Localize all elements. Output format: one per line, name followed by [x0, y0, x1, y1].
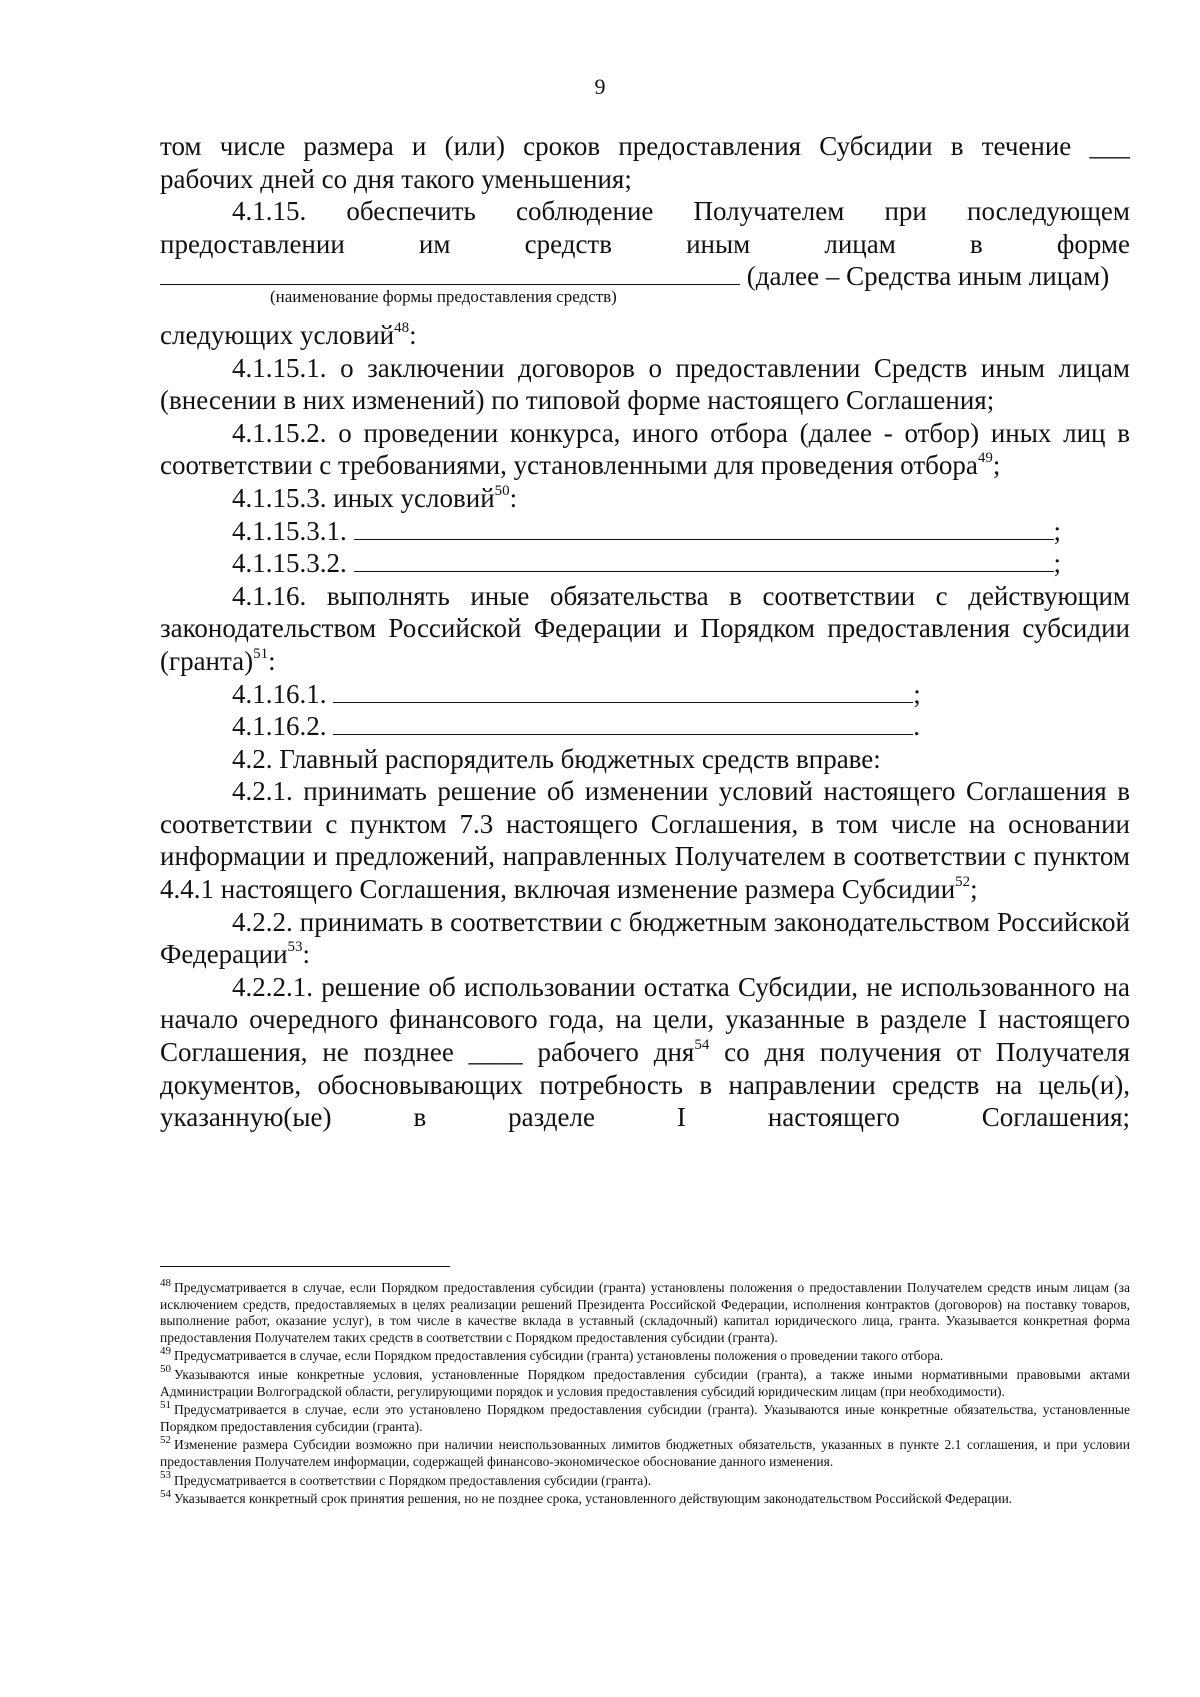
footnote-ref-50[interactable]: 50: [494, 482, 510, 499]
footnote-num: 53: [160, 1469, 171, 1482]
paragraph-4-1-16-1-num: 4.1.16.1.: [232, 678, 327, 709]
footnote-text: Указывается конкретный срок принятия решения, но не позднее срока, установленного действующим законодательством Российской Федерации.: [174, 1491, 1013, 1507]
footnote-48: [160, 1276, 1130, 1346]
paragraph-4-1-15-b: предоставлении им средств иным лицам в форме: [160, 228, 1130, 259]
paragraph-4-2-2: 4.2.2. принимать в соответствии с бюджетным законодательством Российской Федерации$^{53}$:: [160, 906, 1130, 970]
paragraph-4-1-15-d: следующих условий$^{48}$:: [160, 319, 417, 350]
paragraph-4-2-2-1: [160, 971, 1130, 1134]
footnote-ref-52[interactable]: 52: [955, 874, 971, 891]
paragraph-4-1-15-3-2: 4.1.15.3.2. ;: [232, 548, 1062, 579]
footnote-ref-49[interactable]: 49: [977, 450, 993, 467]
fill-blank-line: [354, 549, 1054, 572]
footnote-text: Предусматривается в случае, если Порядком предоставления субсидии (гранта) установлены положения о проведении такого отбора.: [174, 1348, 944, 1364]
paragraph-4-1-15-3: 4.1.15.3. иных условий$^{50}$:: [232, 482, 518, 513]
paragraph-4-1-15-a: 4.1.15. обеспечить соблюдение Получателем при последующем: [232, 196, 1130, 227]
paragraph-l2: рабочих дней со дня такого уменьшения;: [160, 163, 632, 194]
footnote-ref-51[interactable]: 51: [253, 645, 269, 662]
footnote-50: [160, 1363, 1130, 1400]
fill-blank-line: [333, 712, 913, 735]
paragraph-4-1-16-text: 4.1.16. выполнять иные обязательства в соответствии с действующим законодательством Российской Федерации и Порядком предоставления субсидии (гранта): [160, 580, 1130, 676]
paragraph-4-1-15-3-1-num: 4.1.15.3.1.: [232, 515, 347, 546]
document-body: [160, 130, 1130, 1134]
footnote-num: 50: [160, 1363, 171, 1376]
footnote-52: [160, 1433, 1130, 1470]
paragraph-4-1-16-2: 4.1.16.2. .: [232, 711, 920, 742]
paragraph-4-1-15-3-2-num: 4.1.15.3.2.: [232, 548, 347, 579]
paragraph-4-2-2-1-text-b: со дня получения от Получателя документов, обосновывающих потребность в направлении средств на цель(и), указанную(ые) в разделе I настоящего Соглашения;: [160, 1037, 1131, 1133]
footnote-text: Предусматривается в соответствии с Порядком предоставления субсидии (гранта).: [174, 1472, 652, 1488]
paragraph-4-1-16-2-num: 4.1.16.2.: [232, 711, 327, 742]
paragraph-4-2: 4.2. Главный распорядитель бюджетных средств вправе:: [232, 743, 881, 774]
fill-blank-line: [333, 680, 913, 703]
form-blank-line: [160, 262, 740, 285]
paragraph-4-1-15-3-text: 4.1.15.3. иных условий: [232, 482, 495, 513]
footnote-ref-48[interactable]: 48: [394, 319, 410, 336]
paragraph-4-1-15-2: 4.1.15.2. о проведении конкурса, иного отбора (далее - отбор) иных лиц в соответствии с требованиями, установленными для проведения отбора$^{49}$;: [160, 417, 1130, 481]
paragraph-4-2-1-text: 4.2.1. принимать решение об изменении условий настоящего Соглашения в соответствии с пунктом 7.3 настоящего Соглашения, в том числе на основании информации и предложений, направленных Получателем в соответствии с пунктом 4.4.1 настоящего Соглашения, включая изменение размера Субсидии: [160, 776, 1130, 905]
paragraph-4-1-16: 4.1.16. выполнять иные обязательства в соответствии с действующим законодательством Российской Федерации и Порядком предоставления субсидии (гранта)$^{51}$:: [160, 580, 1130, 676]
footnote-49: [160, 1344, 1130, 1365]
paragraph-l1: том числе размера и (или) сроков предоставления Субсидии в течение ___: [160, 131, 1130, 161]
footnote-ref-53[interactable]: 53: [287, 939, 303, 956]
footnote-51: [160, 1398, 1130, 1435]
paragraph-4-1-15-d-text: следующих условий: [160, 319, 395, 350]
footnotes: [160, 1276, 1130, 1510]
paragraph-4-2-2-text: 4.2.2. принимать в соответствии с бюджетным законодательством Российской Федерации: [160, 906, 1130, 970]
footnote-ref-54[interactable]: 54: [694, 1037, 710, 1054]
footnote-num: 51: [160, 1398, 171, 1411]
paragraph-4-2-2-1-text-a: 4.2.2.1. решение об использовании остатка Субсидии, не использованного на начало очередного финансового года, на цели, указанные в разделе I настоящего Соглашения, не позднее ____ рабочего дня: [160, 971, 1130, 1068]
blank-caption: (наименование формы предоставления средств): [270, 286, 617, 306]
paragraph-4-1-15-c-tail: (далее – Средства иным лицам): [746, 261, 1110, 292]
paragraph-4-1-16-1: 4.1.16.1. ;: [232, 678, 921, 709]
footnote-53: [160, 1469, 1130, 1490]
paragraph-4-1-15-2-text: 4.1.15.2. о проведении конкурса, иного отбора (далее - отбор) иных лиц в соответствии с требованиями, установленными для проведения отбора: [160, 417, 1130, 481]
paragraph-4-1-15-3-1: 4.1.15.3.1. ;: [232, 515, 1062, 546]
paragraph-4-1-15-1: 4.1.15.1. о заключении договоров о предоставлении Средств иным лицам (внесении в них изменений) по типовой форме настоящего Соглашения;: [160, 352, 1130, 416]
footnote-num: 49: [160, 1344, 171, 1357]
footnote-54: [160, 1487, 1130, 1508]
caption-row: [160, 286, 1130, 325]
footnote-num: 52: [160, 1433, 171, 1446]
footnote-text: Предусматривается в случае, если это установлено Порядком предоставления субсидии (гранта). Указываются иные конкретные обязательства, установленные Порядком предоставления субсидии (гранта).: [160, 1402, 1130, 1434]
footnote-num: 48: [160, 1276, 171, 1289]
footnote-text: Изменение размера Субсидии возможно при наличии неиспользованных лимитов бюджетных обязательств, указанных в пункте 2.1 соглашения, и при условии предоставления Получателем информации, содержащей финансово-экономическое обоснование данного изменения.: [160, 1437, 1130, 1469]
footnote-separator: [160, 1266, 450, 1267]
footnote-num: 54: [160, 1487, 171, 1500]
fill-blank-line: [354, 517, 1054, 540]
footnote-text: Указываются иные конкретные условия, установленные Порядком предоставления субсидии (гранта), а также иными нормативными правовыми актами Администрации Волгоградской области, регулирующими порядок и условия предоставления субсидий юридическим лицам (при необходимости).: [160, 1366, 1130, 1399]
page-number: 9: [594, 74, 606, 99]
paragraph-4-2-1: 4.2.1. принимать решение об изменении условий настоящего Соглашения в соответствии с пунктом 7.3 настоящего Соглашения, в том числе на основании информации и предложений, направленных Получателем в соответствии с пунктом 4.4.1 настоящего Соглашения, включая изменение размера Субсидии$^{52}$;: [160, 776, 1130, 905]
footnote-text: Предусматривается в случае, если Порядком предоставления субсидии (гранта) установлены положения о предоставлении Получателем средств иным лицам (за исключением средств, предоставляемых в целях реализации решений Президента Российской Федерации, исполнения контрактов (договоров) на поставку товаров, выполнение работ, оказание услуг), в том числе в качестве вклада в уставный (складочный) капитал юридического лица, гранта. Указывается конкретная форма предоставления Получателем таких средств в соответствии с Порядком предоставления субсидии (гранта).: [160, 1280, 1130, 1345]
